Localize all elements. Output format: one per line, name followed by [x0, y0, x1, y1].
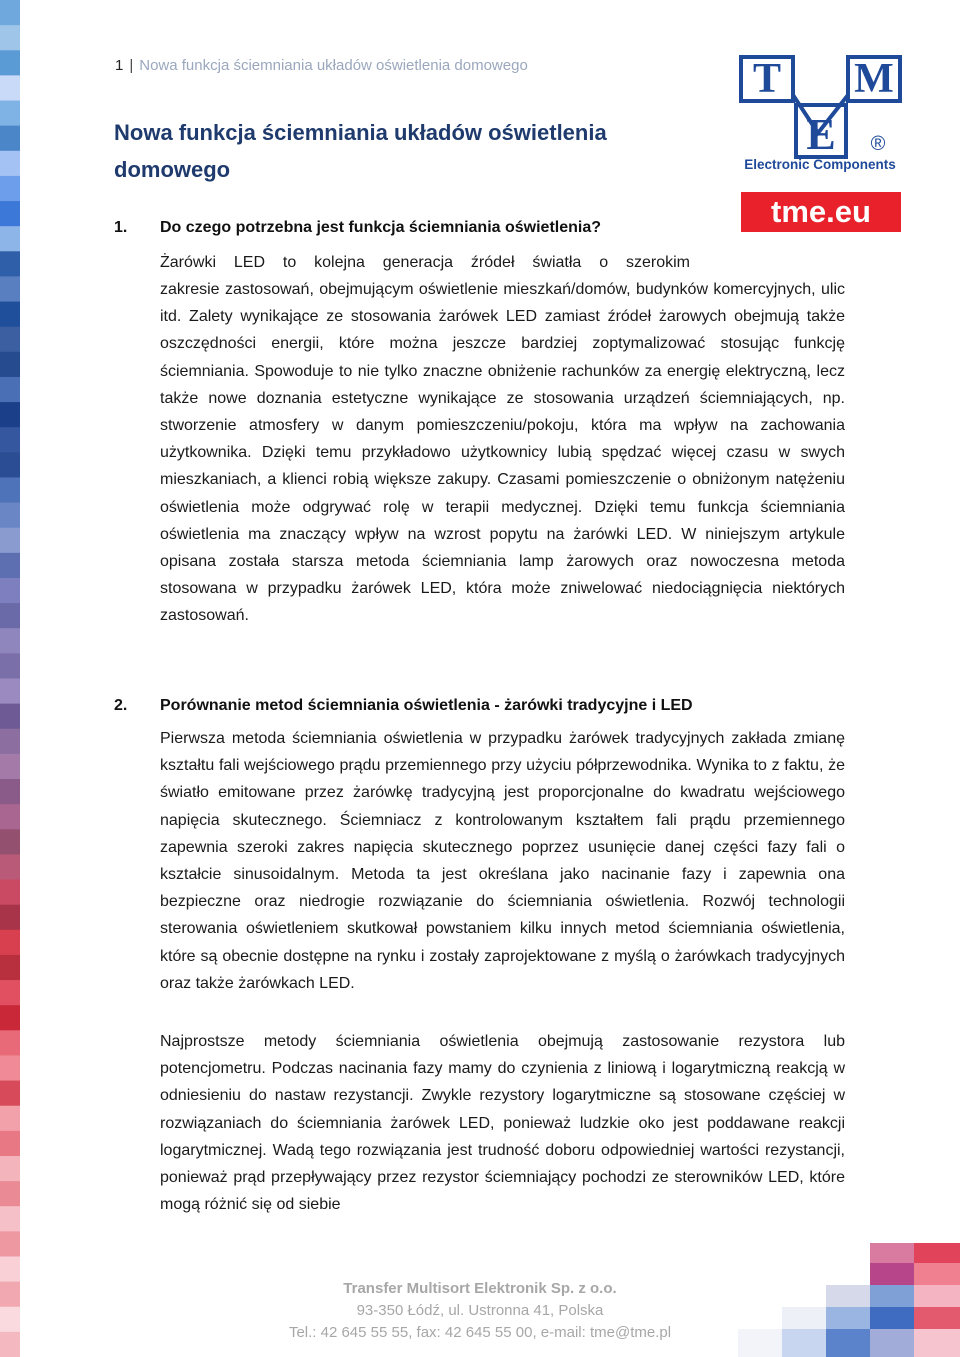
registered-mark: ®	[870, 133, 886, 155]
section-1-lead-line: Żarówki LED to kolejna generacja źródeł światła o szerokim	[160, 254, 690, 271]
logo-letter-e: E	[806, 110, 836, 159]
logo-letter-m: M	[854, 56, 894, 102]
logo-tagline: Electronic Components	[744, 157, 896, 172]
section-heading-text: Do czego potrzebna jest funkcja ściemniania oświetlenia?	[160, 219, 601, 236]
paragraph: Najprostsze metody ściemniania oświetlenia obejmują zastosowanie rezystora lub potencjometru. Podczas nacinania fazy mamy do czynienia z liniową i logarytmiczną reakcją w odniesieniu do nastaw rezystancji. Zwykle rezystory logarytmiczne są stosowane częściej w rozwiązaniach do ściemniania żarówek LED, ponieważ ludzkie oko jest poddawane reakcji logarytmicznej. Wadą tego rozwiązania jest trudność doboru odpowiedniej wartości rezystancji, ponieważ prąd przepływający przez rezystor ściemniający pochodzi ze sterowników LED, które mogą różnić się od siebie	[160, 1033, 845, 1214]
section-number: 2.	[114, 697, 128, 714]
footer-company: Transfer Multisort Elektronik Sp. z o.o.	[343, 1280, 617, 1297]
logo-letter-t: T	[752, 56, 782, 102]
page-number: 1	[115, 57, 124, 74]
header-separator: |	[129, 57, 134, 74]
website-badge: tme.eu	[741, 192, 901, 232]
section-number: 1.	[114, 219, 128, 236]
section-1-heading	[114, 219, 601, 237]
paragraph: zakresie zastosowań, obejmującym oświetlenie mieszkań/domów, budynków komercyjnych, ulic itd. Zalety wynikające ze stosowania żarówek LED zamiast źródeł żarowych obejmują także oszczędności energii, które można jeszcze bardziej zoptymalizować stosując funkcję ściemniania. Spowoduje to nie tylko znaczne obniżenie rachunków za energię elektryczną, lecz także nowe doznania estetyczne wynikające ze stosowania urządzeń ściemniających, np. stworzenie atmosfery w danym pomieszczeniu/pokoju, która ma wpływ na zachowania użytkownika. Dzięki temu przykładowo użytkownicy lubią spędzać więcej czasu w swych mieszkaniach, a klienci robią większe zakupy. Czasami pomieszczenie o obniżonym natężeniu oświetlenia może odgrywać rolę w terapii medycznej. Dzięki temu funkcja ściemniania oświetlenia ma znaczący wpływ na wzrost popytu na żarówki LED. W niniejszym artykule opisana została starsza metoda ściemniania lamp żarowych oraz nowoczesna metoda stosowana w przypadku żarówek LED, która może zniwelować niedociągnięcia niektórych zastosowań.	[160, 281, 845, 625]
footer-address: 93-350 Łódź, ul. Ustronna 41, Polska	[356, 1302, 604, 1319]
section-2-paragraph-1	[160, 725, 845, 997]
footer-contact: Tel.: 42 645 55 55, fax: 42 645 55 00, e-mail: tme@tme.pl	[288, 1324, 672, 1341]
footer	[0, 1278, 960, 1344]
running-title: Nowa funkcja ściemniania układów oświetlenia domowego	[139, 57, 528, 74]
section-2-paragraph-2	[160, 1028, 845, 1218]
section-heading-text: Porównanie metod ściemniania oświetlenia - żarówki tradycyjne i LED	[160, 697, 693, 714]
running-header	[115, 57, 528, 74]
decorative-color-strip	[0, 0, 20, 1357]
page-title: Nowa funkcja ściemniania układów oświetlenia domowego	[114, 120, 607, 182]
section-1-paragraph	[160, 276, 845, 630]
section-2-heading	[114, 697, 693, 715]
paragraph: Pierwsza metoda ściemniania oświetlenia w przypadku żarówek tradycyjnych zakłada zmianę kształtu fali wejściowego prądu przemiennego przy użyciu półprzewodnika. Wynika to z faktu, że światło emitowane przez żarówkę tradycyjną jest proporcjonalne do kwadratu wejściowego napięcia skutecznego. Ściemniacz z kontrolowanym kształtem fali prądu przemiennego zapewnia szeroki zakres napięcia skutecznego poprzez usunięcie danej części fazy fali o kształcie sinusoidalnym. Metoda ta jest określana jako nacinanie fazy i zapewnia ona bezpieczne oraz niedrogie rozwiązanie do ściemniania oświetlenia. Rozwój technologii sterowania oświetleniem skutkował powstaniem kilku innych metod ściemniania oświetlenia, które są obecnie dostępne na rynku i zostały zaprojektowane z myślą o żarówkach tradycyjnych oraz także żarówkach LED.	[160, 730, 845, 992]
